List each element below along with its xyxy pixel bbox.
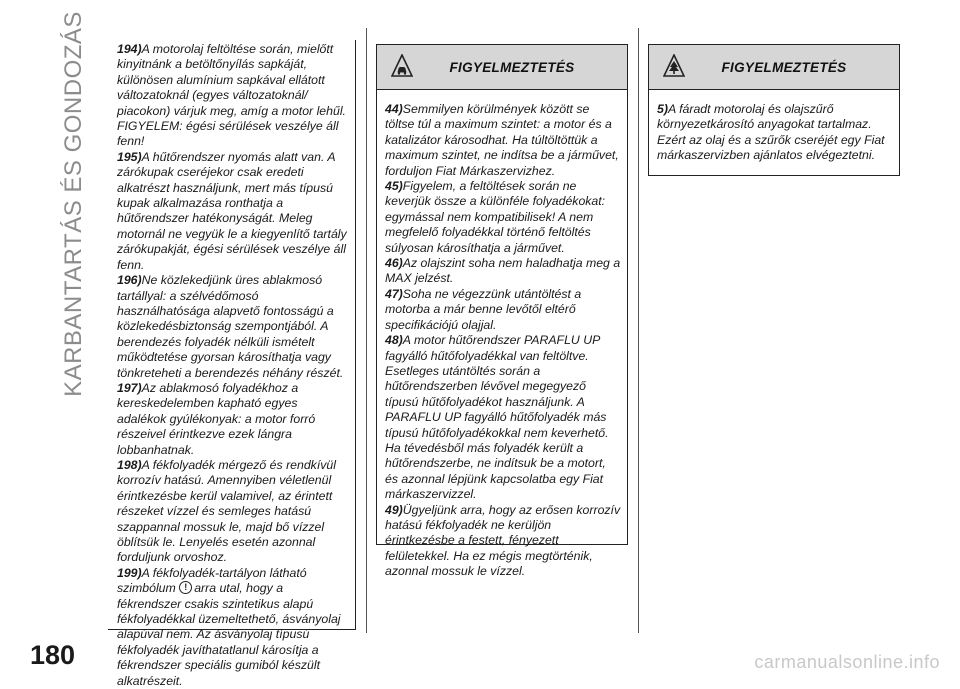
warning-note-45 [385,179,621,256]
note-195 [117,150,349,273]
brake-fluid-symbol-icon [179,581,192,594]
note-number: 199) [117,565,142,580]
note-number: 47) [385,286,403,301]
note-text: Figyelem, a feltöltések során ne keverjük össze a különféle folyadékokat: egymással nem kompatibilisek! A nem megfelelő folyadékkal történő feltöltés súlyosan károsíthatja a járművet. [385,179,606,255]
warning-header [649,45,899,90]
note-number: 46) [385,256,403,271]
note-number: 194) [117,42,142,56]
note-text-continued: arra utal, hogy a fékrendszer csakis szintetikus alapú fékfolyadékkal üzemeltethető, ásványolaj alapúval nem. Az ásványolaj típusú fékfolyadék javíthatatlanul károsítja a fékrendszer speciális gumiból készült alkatrészeit. [117,581,341,688]
note-text: A hűtőrendszer nyomás alatt van. A zárókupak cseréjekor csak eredeti alkatrészt használjunk, mert más típusú kupak alkalmazása ronthatja a hűtőrendszer hatékonyságát. Meleg motornál ne vegyük le a kiegyenlítő tartály zárókupakját, égési sérülések veszélye áll fenn. [117,149,347,272]
warning-note-49 [385,503,621,580]
page-number: 180 [30,640,76,670]
environment-tree-icon [663,54,685,78]
warning-body [377,90,627,588]
note-number: 195) [117,149,142,164]
note-text: Az olajszint soha nem haladhatja meg a MAX jelzést. [385,256,621,286]
note-text: A motor hűtőrendszer PARAFLU UP fagyálló hűtőfolyadékkal van feltöltve. Esetleges utántöltés során a hűtőrendszerben lévővel megegyező típusú hűtőfolyadékot használjunk. A PARAFLU UP fagyálló hűtőfolyadék más típusú hűtőfolyadékokkal nem keverhető. Ha tévedésből más folyadék került a hűtőrendszerbe, ne indítsuk be a motort, és azonnal lépjünk kapcsolatba egy Fiat márkaszervizzel. [385,333,609,502]
note-number: 49) [385,502,403,517]
note-number: 48) [385,333,403,348]
note-text: Ne közlekedjünk üres ablakmosó tartállyal: a szélvédőmosó használhatósága alapvető fontosságú a közlekedésbiztonság szempontjából. A berendezés folyadék nélküli ismételt működtetése gyorsan károsíthatja vagy tönkreteheti a berendezés néhány részét. [117,273,344,380]
warning-body [649,90,899,172]
warning-note-47 [385,287,621,333]
note-text: Semmilyen körülmények között se töltse túl a maximum szintet: a motor és a katalizátor károsodhat. Ha túltöltöttük a maximum szintet, ne indítsa be a járművet, forduljon Fiat Márkaszervizhez. [385,102,619,178]
note-194 [117,42,349,150]
note-text: Soha ne végezzünk utántöltést a motorba a már benne levőtől eltérő specifikációjú olajjal. [385,286,582,332]
note-text: A fékfolyadék-tartályon látható szimbólum [117,565,307,596]
note-text: A fáradt motorolaj és olajszűrő környezetkárosító anyagokat tartalmaz. Ezért az olaj és a szűrők cseréjét egy Fiat márkaszervizben ajánlatos elvégeztetni. [657,102,885,163]
note-number: 196) [117,273,142,288]
warning-header [377,45,627,90]
note-198 [117,458,349,566]
note-196 [117,273,349,381]
car-warning-icon [391,54,413,78]
column-divider-1 [366,28,367,633]
note-number: 5) [657,102,668,116]
note-number: 45) [385,179,403,194]
warning-title: FIGYELMEZTETÉS [721,59,847,75]
warning-box-vehicle [376,44,628,579]
watermark: carmanualsonline.info [754,652,940,672]
note-number: 197) [117,380,142,395]
note-197 [117,381,349,458]
column-divider-2 [638,28,639,633]
note-199 [117,566,349,689]
warning-note-5 [657,102,893,164]
warning-title: FIGYELMEZTETÉS [449,59,575,75]
section-side-title-text: KARBANTARTÁS ÉS GONDOZÁS [60,11,88,397]
warning-note-48 [385,333,621,502]
note-text: Ügyeljünk arra, hogy az erősen korrozív hatású fékfolyadék ne kerüljön érintkezésbe a festett, fényezett felületekkel. Ha ez mégis megtörténik, azonnal mossuk le vízzel. [385,502,621,579]
notes-column-1 [108,40,356,688]
warning-box-environment [648,44,900,176]
note-number: 198) [117,457,142,472]
warning-note-44 [385,102,621,179]
note-text: Az ablakmosó folyadékhoz a kereskedelemben kapható egyes adalékok gyúlékonyak: a motor forró részeivel érintkezve ezek lángra lobbanhatnak. [117,380,316,457]
note-number: 44) [385,102,403,116]
section-side-title [56,11,92,397]
note-text: A fékfolyadék mérgező és rendkívül korrozív hatású. Amennyiben véletlenül érintkezésbe kerül valamivel, az érintett részeket vízzel és semleges hatású szappannal mossuk le, majd bő vízzel öblítsük le. Lenyelés esetén azonnal forduljunk orvoshoz. [117,457,336,565]
note-text: A motorolaj feltöltése során, mielőtt kinyitnánk a betöltőnyílás sapkáját, különösen alumínium sapkával ellátott változatoknál (egyes változatoknál/ piacokon) várjuk meg, amíg a motor lehűl. FIGYELEM: égési sérülések veszélye áll fenn! [117,42,346,149]
warning-note-46 [385,256,621,287]
